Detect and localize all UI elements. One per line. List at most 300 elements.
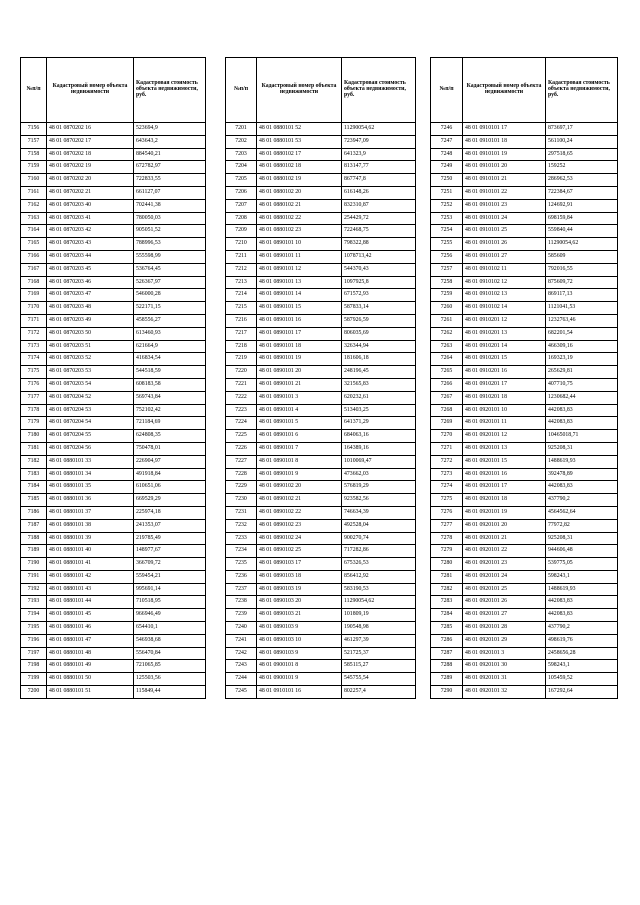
row-number: 7243: [226, 660, 257, 673]
table-row: [431, 366, 618, 379]
cadastral-value: 884540,21: [134, 148, 206, 161]
cadastral-value: 621664,9: [134, 340, 206, 353]
row-number: 7260: [431, 302, 463, 315]
cadastral-value: 442083,83: [546, 481, 618, 494]
table-row: [21, 622, 206, 635]
row-number: 7261: [431, 314, 463, 327]
cadastral-value: 792016,55: [546, 263, 618, 276]
header-cadastral-value: Кадастровая стоимость объекта недвижимости, руб.: [134, 58, 206, 123]
table-row: [21, 532, 206, 545]
cadastral-value: 442083,83: [546, 404, 618, 417]
row-number: 7238: [226, 596, 257, 609]
cadastral-value: 867747,8: [342, 174, 416, 187]
cadastral-number: 48 01 0890101 14: [257, 289, 342, 302]
row-number: 7229: [226, 481, 257, 494]
cadastral-value: 802257,4: [342, 686, 416, 699]
cadastral-value: 442083,83: [546, 609, 618, 622]
cadastral-value: 569743,84: [134, 391, 206, 404]
cadastral-table-3: [430, 57, 618, 699]
header-num: №п/п: [431, 58, 463, 123]
cadastral-number: 48 01 0890103 18: [257, 570, 342, 583]
cadastral-number: 48 01 0910201 17: [463, 378, 546, 391]
cadastral-value: 925208,31: [546, 442, 618, 455]
cadastral-value: 115849,44: [134, 686, 206, 699]
cadastral-value: 437790,2: [546, 622, 618, 635]
cadastral-value: 995691,14: [134, 583, 206, 596]
table-row: [21, 225, 206, 238]
table-row: [226, 673, 416, 686]
row-number: 7259: [431, 289, 463, 302]
cadastral-number: 48 01 0910201 18: [463, 391, 546, 404]
header-num: №п/п: [226, 58, 257, 123]
row-number: 7210: [226, 238, 257, 251]
table-row: [226, 148, 416, 161]
cadastral-value: 598243,1: [546, 570, 618, 583]
row-number: 7206: [226, 186, 257, 199]
table-row: [431, 123, 618, 136]
cadastral-value: 966946,49: [134, 609, 206, 622]
table-row: [226, 570, 416, 583]
table-row: [431, 506, 618, 519]
cadastral-number: 48 01 0890101 5: [257, 417, 342, 430]
table-row: [21, 442, 206, 455]
cadastral-value: 873697,17: [546, 123, 618, 136]
cadastral-number: 48 01 0890101 9: [257, 468, 342, 481]
table-row: [431, 417, 618, 430]
cadastral-number: 48 01 0890101 17: [257, 327, 342, 340]
row-number: 7192: [21, 583, 47, 596]
table-row: [431, 442, 618, 455]
table-row: [226, 660, 416, 673]
cadastral-value: 1488619,93: [546, 583, 618, 596]
row-number: 7181: [21, 442, 47, 455]
cadastral-number: 48 01 0890101 11: [257, 250, 342, 263]
table-row: [226, 250, 416, 263]
cadastral-number: 48 01 0910101 16: [257, 686, 342, 699]
row-number: 7289: [431, 673, 463, 686]
row-number: 7227: [226, 455, 257, 468]
row-number: 7263: [431, 340, 463, 353]
row-number: 7255: [431, 238, 463, 251]
row-number: 7233: [226, 532, 257, 545]
header-cadastral-number: Кадастровый номер объекта недвижимости: [257, 58, 342, 123]
cadastral-value: 407710,75: [546, 378, 618, 391]
table-row: [21, 327, 206, 340]
row-number: 7269: [431, 417, 463, 430]
cadastral-number: 48 01 0920101 31: [463, 673, 546, 686]
cadastral-number: 48 01 0880101 46: [47, 622, 134, 635]
cadastral-value: 167292,64: [546, 686, 618, 699]
table-row: [21, 673, 206, 686]
row-number: 7242: [226, 647, 257, 660]
cadastral-value: 610651,06: [134, 481, 206, 494]
cadastral-value: 254429,72: [342, 212, 416, 225]
row-number: 7232: [226, 519, 257, 532]
row-number: 7172: [21, 327, 47, 340]
cadastral-number: 48 01 0880102 21: [257, 199, 342, 212]
table-row: [431, 135, 618, 148]
row-number: 7267: [431, 391, 463, 404]
cadastral-value: 598243,1: [546, 660, 618, 673]
table-row: [226, 519, 416, 532]
cadastral-number: 48 01 0910201 15: [463, 353, 546, 366]
cadastral-number: 48 01 0870203 53: [47, 366, 134, 379]
row-number: 7288: [431, 660, 463, 673]
row-number: 7252: [431, 199, 463, 212]
cadastral-value: 587833,14: [342, 302, 416, 315]
row-number: 7190: [21, 558, 47, 571]
cadastral-number: 48 01 0890102 22: [257, 506, 342, 519]
table-row: [21, 660, 206, 673]
cadastral-number: 48 01 0910101 26: [463, 238, 546, 251]
cadastral-number: 48 01 0890101 16: [257, 314, 342, 327]
cadastral-number: 48 01 0870203 50: [47, 327, 134, 340]
table-row: [226, 135, 416, 148]
cadastral-number: 48 01 0880101 37: [47, 506, 134, 519]
row-number: 7239: [226, 609, 257, 622]
table-row: [226, 686, 416, 699]
row-number: 7182: [21, 455, 47, 468]
cadastral-number: 48 01 0910201 13: [463, 327, 546, 340]
cadastral-number: 48 01 0920101 21: [463, 532, 546, 545]
table-row: [431, 302, 618, 315]
cadastral-value: 752102,42: [134, 404, 206, 417]
row-number: 7207: [226, 199, 257, 212]
row-number: 7248: [431, 148, 463, 161]
row-number: 7225: [226, 430, 257, 443]
row-number: 7218: [226, 340, 257, 353]
cadastral-number: 48 01 0920101 19: [463, 506, 546, 519]
cadastral-number: 48 01 0910101 23: [463, 199, 546, 212]
table-row: [226, 327, 416, 340]
cadastral-number: 48 01 0870203 42: [47, 225, 134, 238]
cadastral-value: 2458656,28: [546, 647, 618, 660]
cadastral-number: 48 01 0870204 56: [47, 442, 134, 455]
cadastral-number: 48 01 0920101 29: [463, 634, 546, 647]
cadastral-value: 1010069,47: [342, 455, 416, 468]
row-number: 7186: [21, 506, 47, 519]
cadastral-value: 416834,54: [134, 353, 206, 366]
cadastral-number: 48 01 0870203 52: [47, 353, 134, 366]
cadastral-number: 48 01 0880101 48: [47, 647, 134, 660]
cadastral-number: 48 01 0880101 33: [47, 455, 134, 468]
cadastral-value: 671572,93: [342, 289, 416, 302]
cadastral-value: 225974,18: [134, 506, 206, 519]
row-number: 7249: [431, 161, 463, 174]
row-number: 7162: [21, 199, 47, 212]
cadastral-value: 101809,19: [342, 609, 416, 622]
table-row: [431, 186, 618, 199]
row-number: 7279: [431, 545, 463, 558]
table-row: [21, 647, 206, 660]
cadastral-value: 4564562,64: [546, 506, 618, 519]
row-number: 7271: [431, 442, 463, 455]
row-number: 7265: [431, 366, 463, 379]
row-number: 7157: [21, 135, 47, 148]
table-row: [21, 506, 206, 519]
cadastral-value: 710518,95: [134, 596, 206, 609]
cadastral-number: 48 01 0910101 19: [463, 148, 546, 161]
cadastral-number: 48 01 0910101 27: [463, 250, 546, 263]
row-number: 7191: [21, 570, 47, 583]
cadastral-value: 105459,52: [546, 673, 618, 686]
cadastral-value: 248196,45: [342, 366, 416, 379]
row-number: 7283: [431, 596, 463, 609]
cadastral-value: 1078713,42: [342, 250, 416, 263]
cadastral-value: 226904,97: [134, 455, 206, 468]
cadastral-number: 48 01 0870204 53: [47, 404, 134, 417]
row-number: 7278: [431, 532, 463, 545]
table-row: [226, 404, 416, 417]
cadastral-number: 48 01 0870202 18: [47, 148, 134, 161]
cadastral-value: 746634,39: [342, 506, 416, 519]
cadastral-value: 641323,9: [342, 148, 416, 161]
cadastral-number: 48 01 0920101 24: [463, 570, 546, 583]
row-number: 7187: [21, 519, 47, 532]
cadastral-value: 11290054,62: [342, 596, 416, 609]
cadastral-value: 559454,21: [134, 570, 206, 583]
header-cadastral-number: Кадастровый номер объекта недвижимости: [47, 58, 134, 123]
cadastral-value: 286962,53: [546, 174, 618, 187]
row-number: 7205: [226, 174, 257, 187]
row-number: 7247: [431, 135, 463, 148]
row-number: 7251: [431, 186, 463, 199]
table-row: [21, 519, 206, 532]
table-row: [21, 468, 206, 481]
cadastral-value: 702441,38: [134, 199, 206, 212]
table-row: [431, 532, 618, 545]
row-number: 7188: [21, 532, 47, 545]
cadastral-number: 48 01 0920101 25: [463, 583, 546, 596]
row-number: 7235: [226, 558, 257, 571]
cadastral-value: 219785,49: [134, 532, 206, 545]
cadastral-number: 48 01 0920101 23: [463, 558, 546, 571]
table-row: [226, 596, 416, 609]
cadastral-value: 458556,27: [134, 314, 206, 327]
row-number: 7264: [431, 353, 463, 366]
cadastral-value: 608183,58: [134, 378, 206, 391]
cadastral-value: 536764,45: [134, 263, 206, 276]
row-number: 7257: [431, 263, 463, 276]
cadastral-number: 48 01 0910102 13: [463, 289, 546, 302]
table-row: [21, 378, 206, 391]
header-cadastral-number: Кадастровый номер объекта недвижимости: [463, 58, 546, 123]
cadastral-number: 48 01 0920101 22: [463, 545, 546, 558]
cadastral-number: 48 01 0880101 38: [47, 519, 134, 532]
table-row: [226, 212, 416, 225]
cadastral-value: 905051,52: [134, 225, 206, 238]
cadastral-number: 48 01 0910101 22: [463, 186, 546, 199]
table-row: [431, 545, 618, 558]
table-row: [226, 532, 416, 545]
table-row: [21, 481, 206, 494]
row-number: 7159: [21, 161, 47, 174]
row-number: 7231: [226, 506, 257, 519]
cadastral-value: 521725,37: [342, 647, 416, 660]
table-row: [226, 186, 416, 199]
table-row: [21, 417, 206, 430]
row-number: 7184: [21, 481, 47, 494]
table-row: [431, 225, 618, 238]
cadastral-number: 48 01 0870204 52: [47, 391, 134, 404]
row-number: 7246: [431, 123, 463, 136]
table-row: [21, 545, 206, 558]
cadastral-number: 48 01 0910201 16: [463, 366, 546, 379]
table-row: [431, 468, 618, 481]
table-row: [226, 622, 416, 635]
cadastral-value: 561100,24: [546, 135, 618, 148]
cadastral-number: 48 01 0870203 51: [47, 340, 134, 353]
cadastral-value: 321565,83: [342, 378, 416, 391]
cadastral-number: 48 01 0890101 12: [257, 263, 342, 276]
table-row: [21, 250, 206, 263]
cadastral-value: 241353,07: [134, 519, 206, 532]
cadastral-number: 48 01 0910102 11: [463, 263, 546, 276]
row-number: 7221: [226, 378, 257, 391]
cadastral-value: 555598,99: [134, 250, 206, 263]
table-row: [226, 340, 416, 353]
cadastral-number: 48 01 0870203 48: [47, 302, 134, 315]
cadastral-value: 77972,82: [546, 519, 618, 532]
row-number: 7202: [226, 135, 257, 148]
row-number: 7179: [21, 417, 47, 430]
cadastral-table-2: [225, 57, 416, 699]
table-row: [21, 174, 206, 187]
row-number: 7171: [21, 314, 47, 327]
row-number: 7287: [431, 647, 463, 660]
table-row: [431, 353, 618, 366]
cadastral-number: 48 01 0880102 17: [257, 148, 342, 161]
row-number: 7198: [21, 660, 47, 673]
cadastral-number: 48 01 0890102 25: [257, 545, 342, 558]
row-number: 7275: [431, 494, 463, 507]
cadastral-value: 297518,65: [546, 148, 618, 161]
row-number: 7220: [226, 366, 257, 379]
table-row: [431, 455, 618, 468]
cadastral-number: 48 01 0890103 17: [257, 558, 342, 571]
cadastral-table-1: [20, 57, 206, 699]
cadastral-number: 48 01 0910102 12: [463, 276, 546, 289]
row-number: 7223: [226, 404, 257, 417]
cadastral-value: 11290054,62: [342, 123, 416, 136]
row-number: 7215: [226, 302, 257, 315]
cadastral-value: 722384,67: [546, 186, 618, 199]
table-row: [226, 353, 416, 366]
table-row: [431, 378, 618, 391]
cadastral-number: 48 01 0920101 16: [463, 468, 546, 481]
cadastral-value: 780050,03: [134, 212, 206, 225]
cadastral-value: 492528,04: [342, 519, 416, 532]
cadastral-value: 682201,54: [546, 327, 618, 340]
cadastral-value: 675326,53: [342, 558, 416, 571]
cadastral-value: 556470,84: [134, 647, 206, 660]
row-number: 7194: [21, 609, 47, 622]
cadastral-number: 48 01 0890103 19: [257, 583, 342, 596]
cadastral-value: 856412,92: [342, 570, 416, 583]
cadastral-number: 48 01 0880101 47: [47, 634, 134, 647]
row-number: 7158: [21, 148, 47, 161]
cadastral-value: 923582,56: [342, 494, 416, 507]
table-row: [226, 430, 416, 443]
row-number: 7280: [431, 558, 463, 571]
cadastral-value: 721065,85: [134, 660, 206, 673]
row-number: 7196: [21, 634, 47, 647]
row-number: 7197: [21, 647, 47, 660]
cadastral-number: 48 01 0880101 39: [47, 532, 134, 545]
table-row: [21, 609, 206, 622]
cadastral-value: 798322,88: [342, 238, 416, 251]
cadastral-value: 10465018,71: [546, 430, 618, 443]
table-row: [431, 430, 618, 443]
cadastral-number: 48 01 0880102 22: [257, 212, 342, 225]
row-number: 7270: [431, 430, 463, 443]
table-header-row: [431, 58, 618, 123]
table-row: [21, 391, 206, 404]
table-row: [21, 302, 206, 315]
cadastral-value: 11290054,62: [546, 238, 618, 251]
table-row: [431, 596, 618, 609]
cadastral-number: 48 01 0920101 13: [463, 442, 546, 455]
table-row: [431, 289, 618, 302]
cadastral-number: 48 01 0890103 9: [257, 647, 342, 660]
row-number: 7161: [21, 186, 47, 199]
row-number: 7274: [431, 481, 463, 494]
cadastral-number: 48 01 0900101 8: [257, 660, 342, 673]
cadastral-value: 124692,91: [546, 199, 618, 212]
row-number: 7244: [226, 673, 257, 686]
cadastral-number: 48 01 0920101 32: [463, 686, 546, 699]
cadastral-number: 48 01 0890101 20: [257, 366, 342, 379]
row-number: 7253: [431, 212, 463, 225]
row-number: 7173: [21, 340, 47, 353]
row-number: 7201: [226, 123, 257, 136]
row-number: 7258: [431, 276, 463, 289]
cadastral-number: 48 01 0890103 21: [257, 609, 342, 622]
row-number: 7262: [431, 327, 463, 340]
cadastral-value: 159252: [546, 161, 618, 174]
row-number: 7183: [21, 468, 47, 481]
row-number: 7284: [431, 609, 463, 622]
row-number: 7240: [226, 622, 257, 635]
cadastral-value: 875609,72: [546, 276, 618, 289]
table-row: [431, 634, 618, 647]
table-row: [21, 199, 206, 212]
row-number: 7170: [21, 302, 47, 315]
cadastral-number: 48 01 0890103 9: [257, 622, 342, 635]
cadastral-value: 576819,29: [342, 481, 416, 494]
cadastral-value: 613460,93: [134, 327, 206, 340]
cadastral-number: 48 01 0890102 20: [257, 481, 342, 494]
cadastral-value: 491918,84: [134, 468, 206, 481]
cadastral-number: 48 01 0920101 18: [463, 494, 546, 507]
cadastral-value: 559840,44: [546, 225, 618, 238]
table-row: [226, 174, 416, 187]
table-row: [21, 558, 206, 571]
cadastral-number: 48 01 0880102 20: [257, 186, 342, 199]
table-row: [226, 378, 416, 391]
table-row: [21, 583, 206, 596]
cadastral-value: 684063,16: [342, 430, 416, 443]
row-number: 7230: [226, 494, 257, 507]
row-number: 7281: [431, 570, 463, 583]
cadastral-number: 48 01 0870203 41: [47, 212, 134, 225]
cadastral-value: 190548,98: [342, 622, 416, 635]
row-number: 7175: [21, 366, 47, 379]
cadastral-number: 48 01 0880101 44: [47, 596, 134, 609]
table-row: [431, 673, 618, 686]
header-cadastral-value: Кадастровая стоимость объекта недвижимости, руб.: [342, 58, 416, 123]
cadastral-number: 48 01 0880101 40: [47, 545, 134, 558]
